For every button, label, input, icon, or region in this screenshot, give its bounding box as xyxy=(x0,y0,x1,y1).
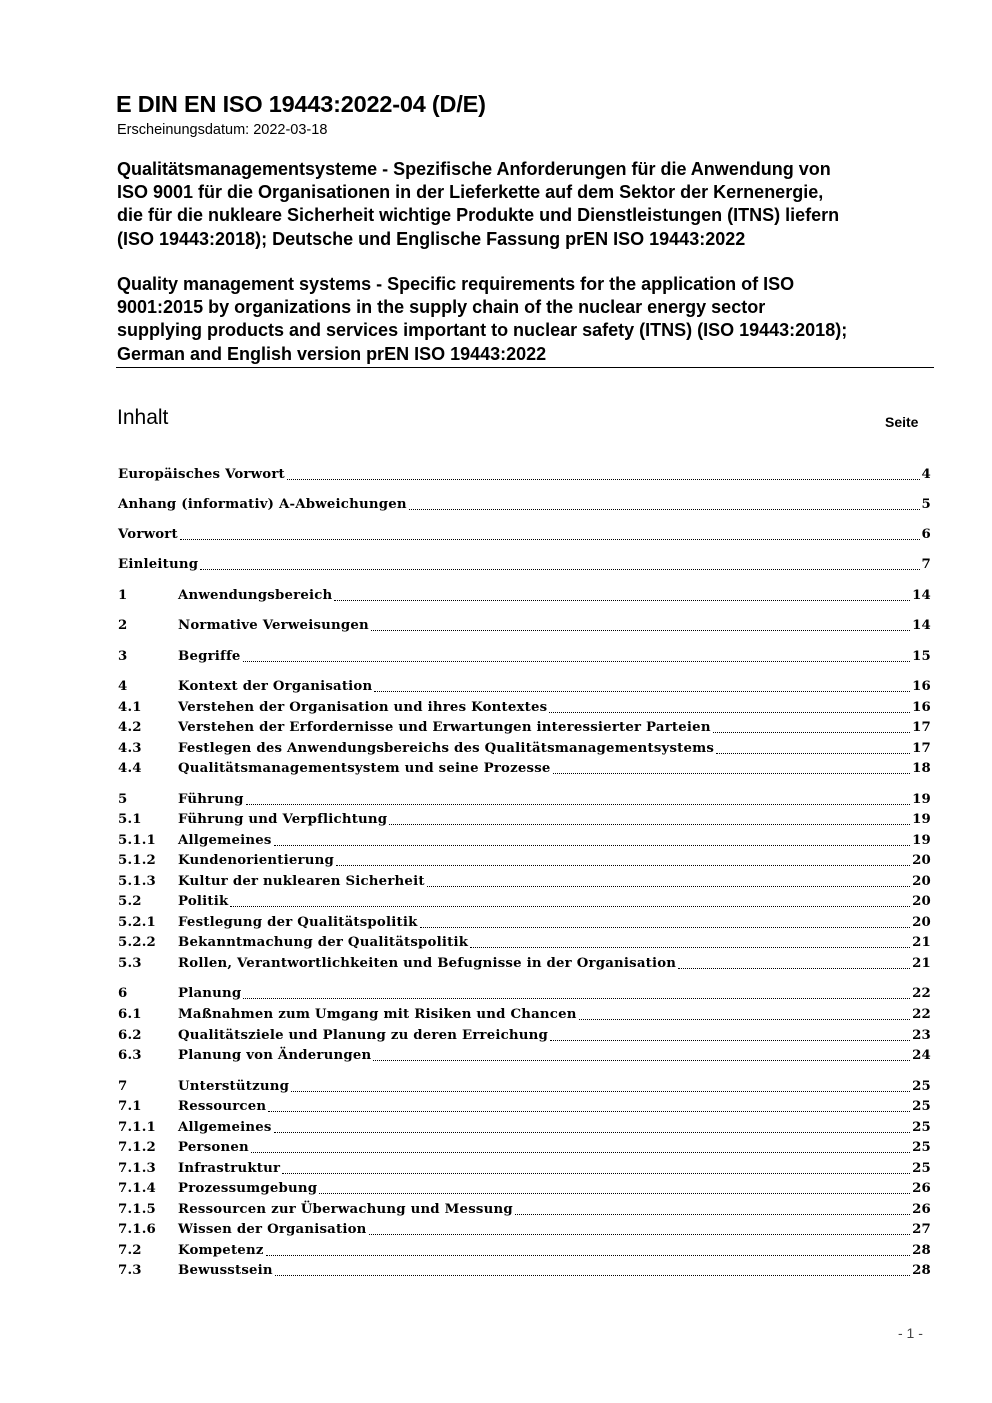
toc-dot-leader xyxy=(243,660,911,662)
toc-entry-page: 4 xyxy=(921,467,931,482)
toc-entry-number: 6.3 xyxy=(118,1048,142,1063)
toc-entry[interactable] xyxy=(118,464,931,484)
toc-dot-leader xyxy=(409,508,920,510)
toc-entry-page: 25 xyxy=(912,1120,931,1135)
toc-entry[interactable] xyxy=(118,871,931,891)
toc-entry-title: Normative Verweisungen xyxy=(178,618,369,633)
toc-entry[interactable] xyxy=(118,932,931,952)
toc-entry[interactable] xyxy=(118,1137,931,1157)
toc-entry-page: 26 xyxy=(912,1202,931,1217)
title-german-line: Qualitätsmanagementsysteme - Spezifische Anforderungen für die Anwendung von xyxy=(117,159,831,179)
toc-entry-title: Anhang (informativ) A-Abweichungen xyxy=(118,497,407,512)
toc-entry-page: 28 xyxy=(912,1263,931,1278)
toc-dot-leader xyxy=(243,997,910,999)
toc-entry-page: 17 xyxy=(912,741,931,756)
toc-entry[interactable] xyxy=(118,789,931,809)
toc-entry[interactable] xyxy=(118,953,931,973)
title-german-line: ISO 9001 für die Organisationen in der Lieferkette auf dem Sektor der Kernenergie, xyxy=(117,182,824,203)
toc-dot-leader xyxy=(287,478,920,480)
toc-page-column-label: Seite xyxy=(885,414,919,430)
toc-entry-number: 5.2.1 xyxy=(118,915,157,930)
toc-entry[interactable] xyxy=(118,891,931,911)
toc-entry-title: Kundenorientierung xyxy=(178,853,334,868)
toc-entry[interactable] xyxy=(118,1025,931,1045)
toc-entry-number: 1 xyxy=(118,588,128,603)
toc-entry-page: 24 xyxy=(912,1048,931,1063)
toc-dot-leader xyxy=(713,731,910,733)
toc-dot-leader xyxy=(319,1192,910,1194)
toc-entry[interactable] xyxy=(118,738,931,758)
toc-entry[interactable] xyxy=(118,494,931,514)
toc-entry-title: Begriffe xyxy=(178,649,241,664)
toc-entry-page: 20 xyxy=(912,853,931,868)
toc-entry-page: 27 xyxy=(912,1222,931,1237)
toc-entry-page: 16 xyxy=(912,679,931,694)
toc-dot-leader xyxy=(282,1172,910,1174)
toc-entry-title: Rollen, Verantwortlichkeiten und Befugnisse in der Organisation xyxy=(178,956,677,971)
toc-entry[interactable] xyxy=(118,646,931,666)
toc-dot-leader xyxy=(373,1059,910,1061)
toc-entry-title: Planung von Änderungen xyxy=(178,1048,372,1063)
toc-entry-number: 7.1.1 xyxy=(118,1120,157,1135)
toc-entry[interactable] xyxy=(118,1045,931,1065)
page-number: - 1 - xyxy=(898,1325,923,1341)
toc-entry[interactable] xyxy=(118,676,931,696)
toc-entry[interactable] xyxy=(118,1096,931,1116)
toc-dot-leader xyxy=(678,967,910,969)
toc-entry-number: 7.1.5 xyxy=(118,1202,157,1217)
toc-entry-title: Prozessumgebung xyxy=(178,1181,318,1196)
toc-entry-title: Anwendungsbereich xyxy=(178,588,333,603)
toc-entry-number: 7.3 xyxy=(118,1263,142,1278)
toc-entry-page: 22 xyxy=(912,1007,931,1022)
toc-entry-number: 4.2 xyxy=(118,720,142,735)
toc-entry-page: 25 xyxy=(912,1161,931,1176)
toc-entry-title: Führung xyxy=(178,792,244,807)
toc-entry-page: 25 xyxy=(912,1140,931,1155)
toc-entry-page: 25 xyxy=(912,1079,931,1094)
toc-entry-number: 2 xyxy=(118,618,128,633)
toc-entry-page: 20 xyxy=(912,894,931,909)
toc-entry[interactable] xyxy=(118,1076,931,1096)
toc-entry-page: 28 xyxy=(912,1243,931,1258)
toc-entry-number: 5.3 xyxy=(118,956,142,971)
toc-entry[interactable] xyxy=(118,1158,931,1178)
toc-dot-leader xyxy=(369,1233,911,1235)
toc-dot-leader xyxy=(549,711,910,713)
toc-entry[interactable] xyxy=(118,1240,931,1260)
toc-entry-number: 7.1 xyxy=(118,1099,142,1114)
toc-entry-title: Qualitätsmanagementsystem und seine Prozesse xyxy=(178,761,551,776)
toc-entry-title: Ressourcen xyxy=(178,1099,267,1114)
toc-entry-title: Bekanntmachung der Qualitätspolitik xyxy=(178,935,469,950)
title-german-line: (ISO 19443:2018); Deutsche und Englische Fassung prEN ISO 19443:2022 xyxy=(117,228,746,249)
toc-entry[interactable] xyxy=(118,758,931,778)
toc-dot-leader xyxy=(200,568,919,570)
toc-heading: Inhalt xyxy=(117,406,169,429)
toc-dot-leader xyxy=(268,1110,910,1112)
toc-entry-number: 4 xyxy=(118,679,128,694)
toc-entry-title: Personen xyxy=(178,1140,249,1155)
toc-dot-leader xyxy=(716,752,910,754)
toc-dot-leader xyxy=(515,1213,910,1215)
toc-entry-title: Verstehen der Organisation und ihres Kontextes xyxy=(178,700,548,715)
publication-date: Erscheinungsdatum: 2022-03-18 xyxy=(117,122,328,138)
toc-entry-title: Infrastruktur xyxy=(178,1161,281,1176)
toc-entry-page: 7 xyxy=(921,557,931,572)
toc-entry-title: Einleitung xyxy=(118,557,199,572)
title-english-line: supplying products and services important to nuclear safety (ITNS) (ISO 19443:2018); xyxy=(117,320,848,341)
toc-dot-leader xyxy=(427,885,910,887)
toc-dot-leader xyxy=(579,1018,910,1020)
toc-entry-page: 20 xyxy=(912,874,931,889)
toc-dot-leader xyxy=(246,803,911,805)
toc-dot-leader xyxy=(180,538,920,540)
toc-entry-page: 20 xyxy=(912,915,931,930)
toc-entry-title: Planung xyxy=(178,986,242,1001)
toc-dot-leader xyxy=(274,844,911,846)
toc-entry-title: Maßnahmen zum Umgang mit Risiken und Chancen xyxy=(178,1007,577,1022)
toc-entry-title: Wissen der Organisation xyxy=(178,1222,367,1237)
toc-entry-number: 4.3 xyxy=(118,741,142,756)
toc-entry-number: 5.1.2 xyxy=(118,853,157,868)
toc-entry-number: 4.4 xyxy=(118,761,142,776)
toc-dot-leader xyxy=(374,690,910,692)
toc-entry-page: 22 xyxy=(912,986,931,1001)
toc-entry[interactable] xyxy=(118,850,931,870)
toc-entry-page: 23 xyxy=(912,1028,931,1043)
toc-dot-leader xyxy=(274,1131,911,1133)
toc-entry-page: 14 xyxy=(912,588,931,603)
toc-entry-title: Unterstützung xyxy=(178,1079,290,1094)
toc-entry-number: 7 xyxy=(118,1079,128,1094)
toc-entry-page: 25 xyxy=(912,1099,931,1114)
toc-entry-page: 15 xyxy=(912,649,931,664)
toc-entry-title: Kontext der Organisation xyxy=(178,679,373,694)
toc-entry-number: 5.1 xyxy=(118,812,142,827)
title-english-line: Quality management systems - Specific requirements for the application of ISO xyxy=(117,274,795,294)
toc-entry-page: 14 xyxy=(912,618,931,633)
toc-entry-title: Europäisches Vorwort xyxy=(118,467,285,482)
toc-entry-page: 18 xyxy=(912,761,931,776)
toc-dot-leader xyxy=(470,946,910,948)
toc-entry-number: 7.2 xyxy=(118,1243,142,1258)
toc-entry-number: 4.1 xyxy=(118,700,142,715)
toc-dot-leader xyxy=(420,926,911,928)
toc-entry[interactable] xyxy=(118,697,931,717)
toc-entry-number: 7.1.3 xyxy=(118,1161,157,1176)
toc-entry-number: 6.1 xyxy=(118,1007,142,1022)
toc-entry-number: 3 xyxy=(118,649,128,664)
toc-entry[interactable] xyxy=(118,1199,931,1219)
toc-entry[interactable] xyxy=(118,830,931,850)
toc-entry[interactable] xyxy=(118,1117,931,1137)
toc-entry[interactable] xyxy=(118,983,931,1003)
toc-dot-leader xyxy=(334,599,910,601)
toc-entry-page: 5 xyxy=(921,497,931,512)
toc-entry-number: 6 xyxy=(118,986,128,1001)
toc-entry-title: Verstehen der Erfordernisse und Erwartungen interessierter Parteien xyxy=(178,720,711,735)
toc-entry-number: 7.1.2 xyxy=(118,1140,157,1155)
toc-dot-leader xyxy=(275,1274,910,1276)
toc-entry-number: 6.2 xyxy=(118,1028,142,1043)
toc-entry-number: 5.1.1 xyxy=(118,833,157,848)
toc-entry-title: Kompetenz xyxy=(178,1243,264,1258)
toc-dot-leader xyxy=(336,864,910,866)
toc-entry[interactable] xyxy=(118,912,931,932)
toc-entry-number: 7.1.4 xyxy=(118,1181,157,1196)
toc-entry-title: Bewusstsein xyxy=(178,1263,273,1278)
toc-dot-leader xyxy=(230,905,910,907)
toc-entry-title: Qualitätsziele und Planung zu deren Erreichung xyxy=(178,1028,549,1043)
toc-entry-title: Ressourcen zur Überwachung und Messung xyxy=(178,1202,513,1217)
toc-entry-number: 7.1.6 xyxy=(118,1222,157,1237)
toc-entry-title: Allgemeines xyxy=(178,1120,272,1135)
title-german-line: die für die nukleare Sicherheit wichtige Produkte und Dienstleistungen (ITNS) liefern xyxy=(117,205,840,226)
toc-entry-title: Politik xyxy=(178,894,229,909)
toc-entry[interactable] xyxy=(118,717,931,737)
toc-entry-page: 6 xyxy=(921,527,931,542)
toc-entry-title: Festlegen des Anwendungsbereichs des Qualitätsmanagementsystems xyxy=(178,741,715,756)
toc-entry-title: Kultur der nuklearen Sicherheit xyxy=(178,874,425,889)
toc-dot-leader xyxy=(251,1151,910,1153)
toc-entry[interactable] xyxy=(118,1178,931,1198)
title-english-line: 9001:2015 by organizations in the supply chain of the nuclear energy sector xyxy=(117,297,766,318)
toc-entry-page: 21 xyxy=(912,935,931,950)
toc-entry-title: Vorwort xyxy=(118,527,178,542)
toc-dot-leader xyxy=(389,823,910,825)
document-id: E DIN EN ISO 19443:2022-04 (D/E) xyxy=(116,91,486,117)
toc-entry-page: 19 xyxy=(912,792,931,807)
toc-entry-number: 5.2.2 xyxy=(118,935,157,950)
toc-entry[interactable] xyxy=(118,524,931,544)
toc-entry[interactable] xyxy=(118,1260,931,1280)
toc-entry[interactable] xyxy=(118,554,931,574)
toc-entry-page: 19 xyxy=(912,833,931,848)
title-english-line: German and English version prEN ISO 19443:2022 xyxy=(117,343,547,364)
toc-dot-leader xyxy=(550,1039,910,1041)
toc-entry-title: Führung und Verpflichtung xyxy=(178,812,388,827)
toc-entry-page: 16 xyxy=(912,700,931,715)
toc-dot-leader xyxy=(291,1090,910,1092)
toc-dot-leader xyxy=(553,772,911,774)
toc-entry[interactable] xyxy=(118,615,931,635)
toc-entry[interactable] xyxy=(118,1219,931,1239)
toc-dot-leader xyxy=(266,1254,911,1256)
toc-entry-title: Allgemeines xyxy=(178,833,272,848)
toc-entry-page: 17 xyxy=(912,720,931,735)
toc-entry[interactable] xyxy=(118,1004,931,1024)
toc-entry-number: 5.2 xyxy=(118,894,142,909)
toc-entry-page: 19 xyxy=(912,812,931,827)
toc-entry-page: 21 xyxy=(912,956,931,971)
toc-dot-leader xyxy=(371,629,910,631)
toc-entry-number: 5 xyxy=(118,792,128,807)
toc-entry-page: 26 xyxy=(912,1181,931,1196)
toc-entry[interactable] xyxy=(118,809,931,829)
toc-entry-number: 5.1.3 xyxy=(118,874,157,889)
toc-entry[interactable] xyxy=(118,585,931,605)
toc-entry-title: Festlegung der Qualitätspolitik xyxy=(178,915,418,930)
